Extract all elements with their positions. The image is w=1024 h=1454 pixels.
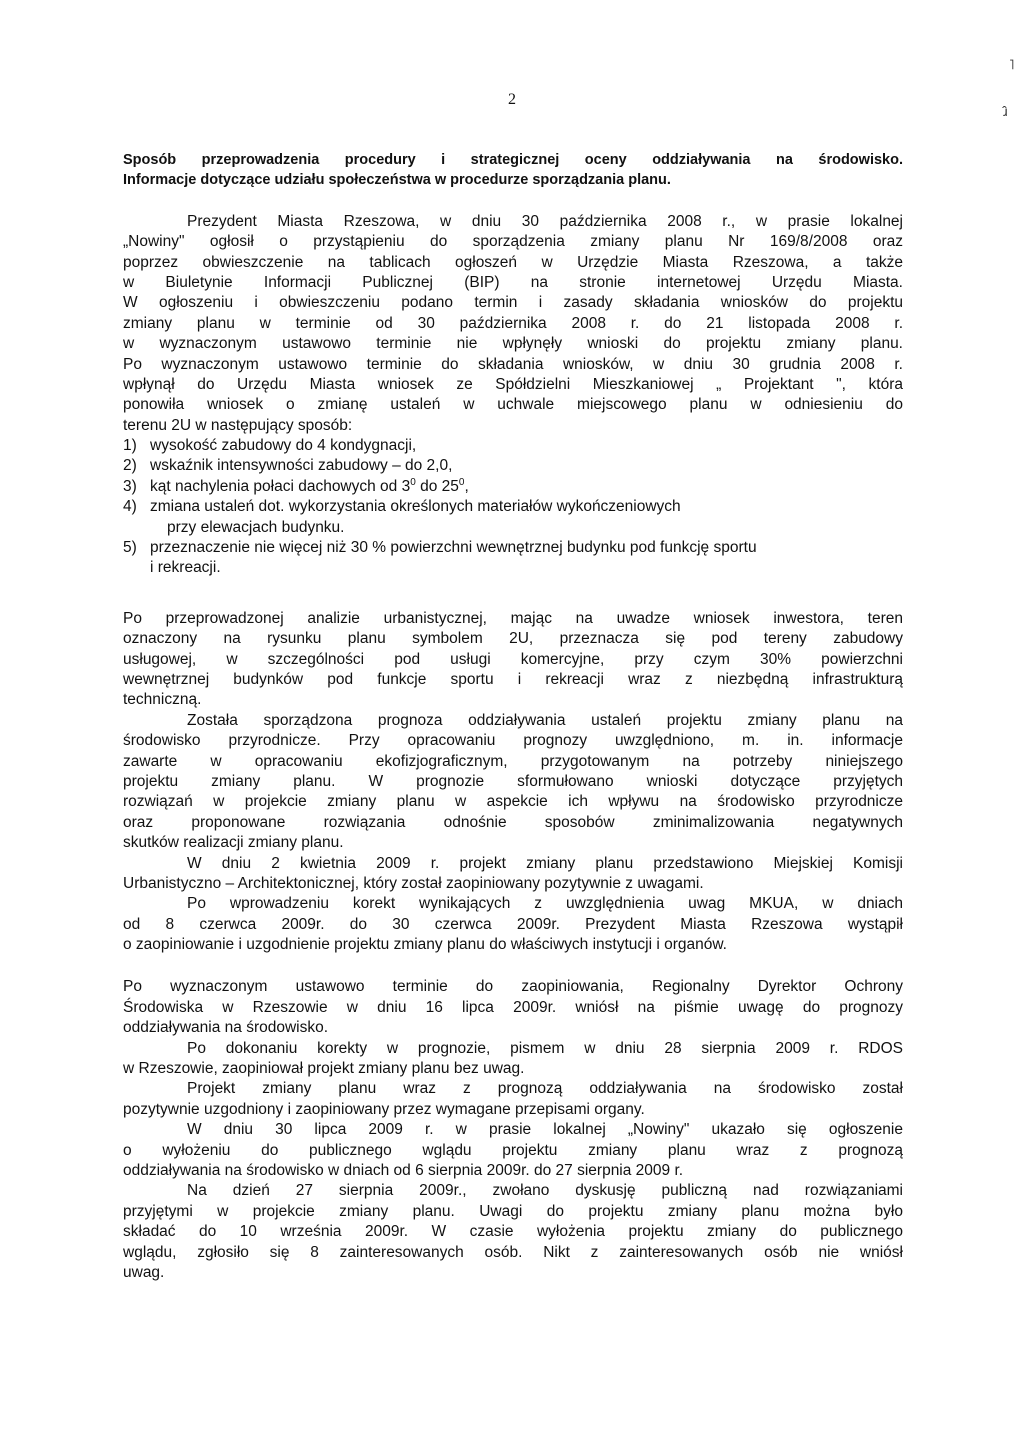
text-line: Po wprowadzeniu korekt wynikających z uwzględnienia uwag MKUA, w dniach: [187, 895, 903, 913]
text-line: Prezydent Miasta Rzeszowa, w dniu 30 października 2008 r., w prasie lokalnej: [187, 212, 903, 230]
text-line: zmiany planu w terminie od 30 października 2008 r. do 21 listopada 2008 r.: [123, 314, 903, 332]
text-line: „Nowiny" ogłosił o przystąpieniu do sporządzenia zmiany planu Nr 169/8/2008 oraz: [123, 233, 903, 251]
text-line: skutków realizacji zmiany planu.: [123, 834, 344, 852]
text-line: w Biuletynie Informacji Publicznej (BIP) na stronie internetowej Urzędu Miasta.: [123, 273, 903, 291]
list-item: [123, 477, 903, 497]
list-continuation: przy elewacjach budynku.: [167, 518, 345, 536]
text-line: Po wyznaczonym ustawowo terminie do składania wniosków, w dniu 30 grudnia 2008 r.: [123, 355, 903, 373]
text-line: o zaopiniowanie i uzgodnienie projektu zmiany planu do właściwych instytucji i organów.: [123, 936, 727, 954]
page-number: 2: [508, 91, 516, 108]
heading-line: Sposób przeprowadzenia procedury i strategicznej oceny oddziaływania na środowisko.: [123, 152, 903, 168]
text-line: Projekt zmiany planu wraz z prognozą oddziaływania na środowisko został: [187, 1080, 903, 1098]
list-number: 5): [123, 539, 137, 557]
text-line: w wyznaczonym ustawowo terminie nie wpłynęły wnioski do projektu zmiany planu.: [123, 335, 903, 353]
text-line: w Rzeszowie, zaopiniował projekt zmiany planu bez uwag.: [123, 1060, 525, 1078]
list-text: przeznaczenie nie więcej niż 30 % powierzchni wewnętrznej budynku pod funkcję sportu: [150, 539, 757, 557]
section-heading: [123, 150, 903, 191]
text-line: oddziaływania na środowisko w dniach od 6 sierpnia 2009r. do 27 sierpnia 2009 r.: [123, 1161, 684, 1179]
list-item: [123, 497, 903, 517]
text-line: Została sporządzona prognoza oddziaływania ustaleń projektu zmiany planu na: [187, 711, 903, 729]
list-continuation: i rekreacji.: [150, 559, 221, 577]
text-line: poprzez obwieszczenie na tablicach ogłoszeń w Urzędzie Miasta Rzeszowa, a także: [123, 253, 903, 271]
paragraph-commission: [123, 854, 903, 895]
text-line: przyjętymi w projekcie zmiany planu. Uwagi do projektu zmiany planu można było: [123, 1202, 903, 1220]
text-line: ponowiła wniosek o zmianę ustaleń w uchwale miejscowego planu w odniesieniu do: [123, 396, 903, 414]
text-line: W dniu 2 kwietnia 2009 r. projekt zmiany planu przedstawiono Miejskiej Komisji: [187, 854, 903, 872]
text-line: wglądu, zgłosiło się 8 zainteresowanych osób. Nikt z zainteresowanych osób nie wniósł: [123, 1243, 903, 1261]
text-line: składać do 10 września 2009r. W czasie wyłożenia projektu zmiany do publicznego: [123, 1223, 903, 1241]
text-line: rozwiązań w projekcie zmiany planu w aspekcie ich wpływu na środowisko przyrodnicze: [123, 793, 903, 811]
list-number: 1): [123, 437, 137, 455]
text-line: zawarte w opracowaniu ekofizjograficznym, przygotowanym na potrzeby niniejszego: [123, 752, 903, 770]
paragraph-corrections: [123, 894, 903, 955]
text-line: uwag.: [123, 1263, 165, 1281]
text-line: od 8 czerwca 2009r. do 30 czerwca 2009r. Prezydent Miasta Rzeszowa wystąpił: [123, 915, 903, 933]
text-line: Urbanistyczno – Architektonicznej, który został zaopiniowany pozytywnie z uwagami.: [123, 874, 704, 892]
text-line: projektu zmiany planu. W prognozie sformułowano wnioski dotyczące przyjętych: [123, 772, 903, 790]
text-line: techniczną.: [123, 691, 202, 709]
text-line: oznaczony na rysunku planu symbolem 2U, przeznacza się pod tereny zabudowy: [123, 630, 903, 648]
degree-superscript: 0: [458, 476, 465, 488]
text-line: o wyłożeniu do publicznego wglądu projektu zmiany planu wraz z prognozą: [123, 1141, 903, 1159]
text-line: pozytywnie uzgodniony i zaopiniowany przez wymagane przepisami organy.: [123, 1100, 645, 1118]
paragraph-public-display: [123, 1120, 903, 1181]
paragraph-rdos-opinion: [123, 977, 903, 1038]
text-line: Po przeprowadzonej analizie urbanistycznej, mając na uwadze wniosek inwestora, teren: [123, 609, 903, 627]
list-text: wskaźnik intensywności zabudowy – do 2,0,: [150, 457, 453, 475]
request-list: [123, 436, 903, 579]
text-line: W dniu 30 lipca 2009 r. w prasie lokalnej „Nowiny" ukazało się ogłoszenie: [187, 1121, 903, 1139]
paragraph-analysis: [123, 609, 903, 711]
list-text: zmiana ustaleń dot. wykorzystania określonych materiałów wykończeniowych: [150, 498, 681, 516]
corner-mark-top: ˥: [1009, 56, 1015, 72]
text-line: oraz proponowane rozwiązania odnośnie sposobów zminimalizowania negatywnych: [123, 813, 903, 831]
text-line: oddziaływania na środowisko.: [123, 1019, 329, 1037]
paragraph-agreement: [123, 1079, 903, 1120]
degree-superscript: 0: [410, 476, 416, 488]
text-line: wewnętrznej budynków pod funkcje sportu i rekreacji wraz z niezbędną infrastrukturą: [123, 670, 903, 688]
text-line: Po wyznaczonym ustawowo terminie do zaopiniowania, Regionalny Dyrektor Ochrony: [123, 978, 903, 996]
list-text: kąt nachylenia połaci dachowych od $3^0$ do $25^0$,: [150, 476, 469, 495]
text-line: środowisko przyrodnicze. Przy opracowaniu prognozy uwzględniono, m. in. informacje: [123, 732, 903, 750]
text-line: Środowiska w Rzeszowie w dniu 16 lipca 2009r. wniósł na piśmie uwagę do prognozy: [123, 998, 903, 1016]
document-body: [123, 150, 903, 1283]
text-line: Na dzień 27 sierpnia 2009r., zwołano dyskusję publiczną nad rozwiązaniami: [187, 1182, 903, 1200]
list-number: 3): [123, 477, 137, 495]
paragraph-announcement: [123, 212, 903, 436]
list-item: [123, 538, 903, 558]
text-line: usługowej, w szczególności pod usługi komercyjne, przy czym 30% powierzchni: [123, 650, 903, 668]
paragraph-public-discussion: [123, 1181, 903, 1283]
corner-mark-bottom: ɹ̂: [1003, 103, 1008, 119]
list-number: 4): [123, 498, 137, 516]
list-text: wysokość zabudowy do 4 kondygnacji,: [150, 437, 417, 455]
text-line: wpłynął do Urzędu Miasta wniosek ze Spółdzielni Mieszkaniowej „ Projektant ", która: [123, 375, 903, 393]
paragraph-forecast: [123, 711, 903, 854]
text-line: terenu 2U w następujący sposób:: [123, 416, 353, 434]
heading-line: Informacje dotyczące udziału społeczeństwa w procedurze sporządzania planu.: [123, 172, 671, 189]
text-line: Po dokonaniu korekty w prognozie, pismem w dniu 28 sierpnia 2009 r. RDOS: [187, 1039, 903, 1057]
list-number: 2): [123, 457, 137, 475]
text-line: W ogłoszeniu i obwieszczeniu podano termin i zasady składania wniosków do projektu: [123, 294, 903, 312]
list-item: [123, 456, 903, 476]
list-item: [123, 436, 903, 456]
paragraph-rdos-approval: [123, 1039, 903, 1080]
